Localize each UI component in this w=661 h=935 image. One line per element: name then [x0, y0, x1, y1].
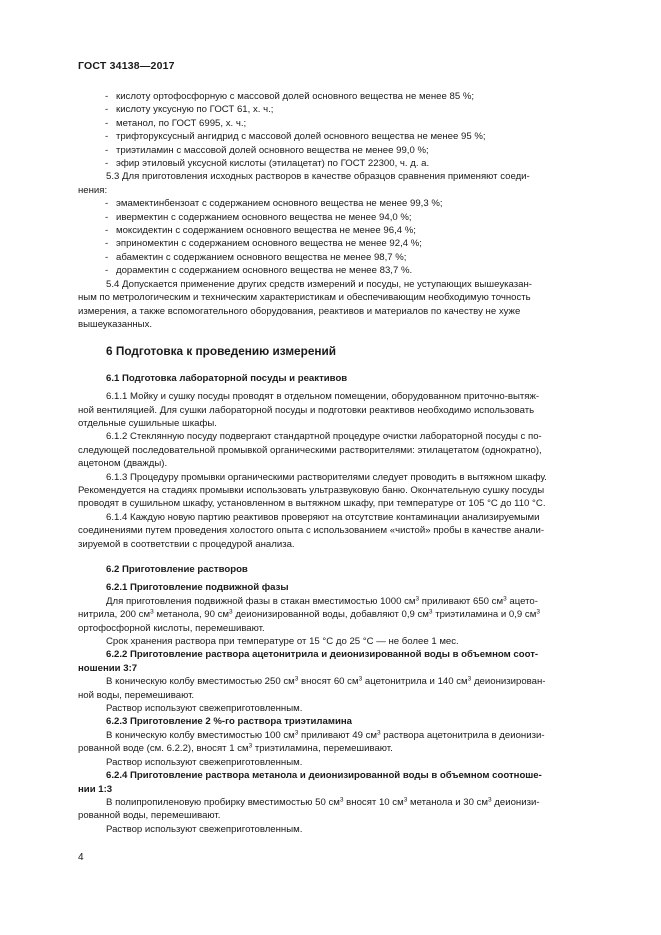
- paragraph-storage: Срок хранения раствора при температуре от 15 °С до 25 °С — не более 1 мес.: [106, 636, 459, 648]
- paragraph-6-1-3: 6.1.3 Процедуру промывки органическими растворителями следует проводить в вытяжном шкафу.: [106, 471, 547, 483]
- list-item: - метанол, по ГОСТ 6995, х. ч.;: [105, 117, 247, 129]
- paragraph-6-1-2: 6.1.2 Стеклянную посуду подвергают стандартной процедуре очистки лабораторной посуды с по-: [106, 431, 542, 443]
- paragraph-6-2-4: В полипропиленовую пробирку вместимостью 50 $см^3$ вносят 10 $см^3$ метанола и 30 $см^3$ деионизи-: [106, 796, 540, 808]
- list-item: - эприномектин с содержанием основного вещества не менее 92,4 %;: [105, 238, 422, 250]
- paragraph-line: Рекомендуется на стадиях промывки использовать ультразвуковую баню. Окончательную сушку посуды: [78, 484, 545, 496]
- list-item: - кислоту ортофосфорную с массовой долей основного вещества не менее 85 %;: [105, 91, 475, 102]
- paragraph-6-2-3: В коническую колбу вместимостью 100 $см^3$ приливают 49 $см^3$ раствора ацетонитрила в деионизи-: [106, 729, 545, 741]
- paragraph-fresh-note: Раствор используют свежеприготовленным.: [106, 703, 303, 715]
- list-item: - кислоту уксусную по ГОСТ 61, х. ч.;: [105, 104, 274, 116]
- page-header: ГОСТ 34138—2017: [78, 60, 175, 72]
- list-item: - дорамектин с содержанием основного вещества не менее 83,7 %.: [105, 265, 413, 277]
- list-item: - трифторуксусный ангидрид с массовой долей основного вещества не менее 95 %;: [105, 131, 486, 143]
- paragraph-line: ной вентиляцией. Для сушки лабораторной посуды и подготовки реактивов необходимо использовать: [78, 404, 535, 416]
- paragraph-line: ной воды, перемешивают.: [78, 689, 195, 701]
- paragraph-line: проводят в сушильном шкафу, установленном в вытяжном шкафу, при температуре от 105 °С до 110 °С.: [78, 498, 546, 510]
- section-6-1-title: 6.1 Подготовка лабораторной посуды и реактивов: [106, 372, 348, 384]
- section-6-2-1-title: 6.2.1 Приготовление подвижной фазы: [106, 582, 289, 594]
- paragraph-6-1-1: 6.1.1 Мойку и сушку посуды проводят в отдельном помещении, оборудованном приточно-вытяж-: [106, 391, 540, 403]
- list-item: - ивермектин с содержанием основного вещества не менее 94,0 %;: [105, 211, 412, 223]
- paragraph-5-3-cont: нения:: [78, 184, 108, 196]
- paragraph-6-1-4: 6.1.4 Каждую новую партию реактивов проверяют на отсутствие контаминации анализируемыми: [106, 511, 540, 523]
- section-6-2-3-title: 6.2.3 Приготовление 2 %-го раствора триэтиламина: [106, 716, 352, 728]
- paragraph-line: ацетоном (дважды).: [78, 458, 168, 470]
- section-6-2-2-title: 6.2.2 Приготовление раствора ацетонитрила и деионизированной воды в объемном соот-: [106, 649, 539, 661]
- paragraph-5-4: 5.4 Допускается применение других средств измерений и посуды, не уступающих вышеуказан-: [106, 278, 532, 290]
- paragraph-line: ортофосфорной кислоты, перемешивают.: [78, 622, 265, 634]
- paragraph-6-2-2: В коническую колбу вместимостью 250 $см^3$ вносят 60 $см^3$ ацетонитрила и 140 $см^3$ деионизирован-: [106, 675, 546, 688]
- list-item: - моксидектин с содержанием основного вещества не менее 96,4 %;: [105, 225, 416, 237]
- list-item: - эмамектинбензоат с содержанием основного вещества не менее 99,3 %;: [105, 198, 443, 210]
- paragraph-5-3: 5.3 Для приготовления исходных растворов в качестве образцов сравнения применяют соеди-: [106, 171, 530, 183]
- section-6-2-2-title-cont: ношении 3:7: [78, 662, 138, 674]
- paragraph-5-4-line: вышеуказанных.: [78, 318, 153, 330]
- paragraph-line: рованной воды, перемешивают.: [78, 810, 221, 822]
- paragraph-line: соединениями путем проведения холостого опыта с использованием «чистой» пробы в качестве анали-: [78, 525, 545, 537]
- paragraph-line: нитрила, 200 $см^3$ метанола, 90 $см^3$ деионизированной воды, добавляют 0,9 $см^3$ триэтиламина и 0,9 $см^3$: [78, 608, 540, 621]
- list-item: - эфир этиловый уксусной кислоты (этилацетат) по ГОСТ 22300, ч. д. а.: [105, 158, 430, 170]
- list-item: - абамектин с содержанием основного вещества не менее 98,7 %;: [105, 251, 407, 263]
- paragraph-6-2-1: Для приготовления подвижной фазы в стакан вместимостью 1000 $см^3$ приливают 650 $см^3$ ацето-: [106, 595, 538, 607]
- section-6-title: 6 Подготовка к проведению измерений: [106, 344, 337, 359]
- paragraph-line: отдельные сушильные шкафы.: [78, 417, 217, 429]
- section-6-2-title: 6.2 Приготовление растворов: [106, 564, 248, 575]
- paragraph-line: зируемой в соответствии с процедурой анализа.: [78, 538, 295, 550]
- list-item: - триэтиламин с массовой долей основного вещества не менее 99,0 %;: [105, 144, 429, 156]
- section-6-2-4-title: 6.2.4 Приготовление раствора метанола и деионизированной воды в объемном соотноше-: [106, 770, 542, 782]
- section-6-2-4-title-cont: нии 1:3: [78, 783, 113, 795]
- paragraph-line: рованной воде (см. 6.2.2), вносят 1 $см^3$ триэтиламина, перемешивают.: [78, 742, 393, 755]
- paragraph-line: следующей последовательной промывкой органическими растворителями: этилацетатом (однократно),: [78, 444, 542, 456]
- paragraph-fresh-note: Раствор используют свежеприготовленным.: [106, 756, 303, 768]
- page-content: [78, 90, 616, 836]
- paragraph-fresh-note: Раствор используют свежеприготовленным.: [106, 823, 303, 835]
- paragraph-5-4-line: ным по метрологическим и техническим характеристикам и обеспечивающим необходимую точность: [78, 292, 531, 304]
- page-number: 4: [78, 852, 84, 863]
- paragraph-5-4-line: измерения, а также вспомогательного оборудования, реактивов и материалов по качеству не хуже: [78, 305, 521, 317]
